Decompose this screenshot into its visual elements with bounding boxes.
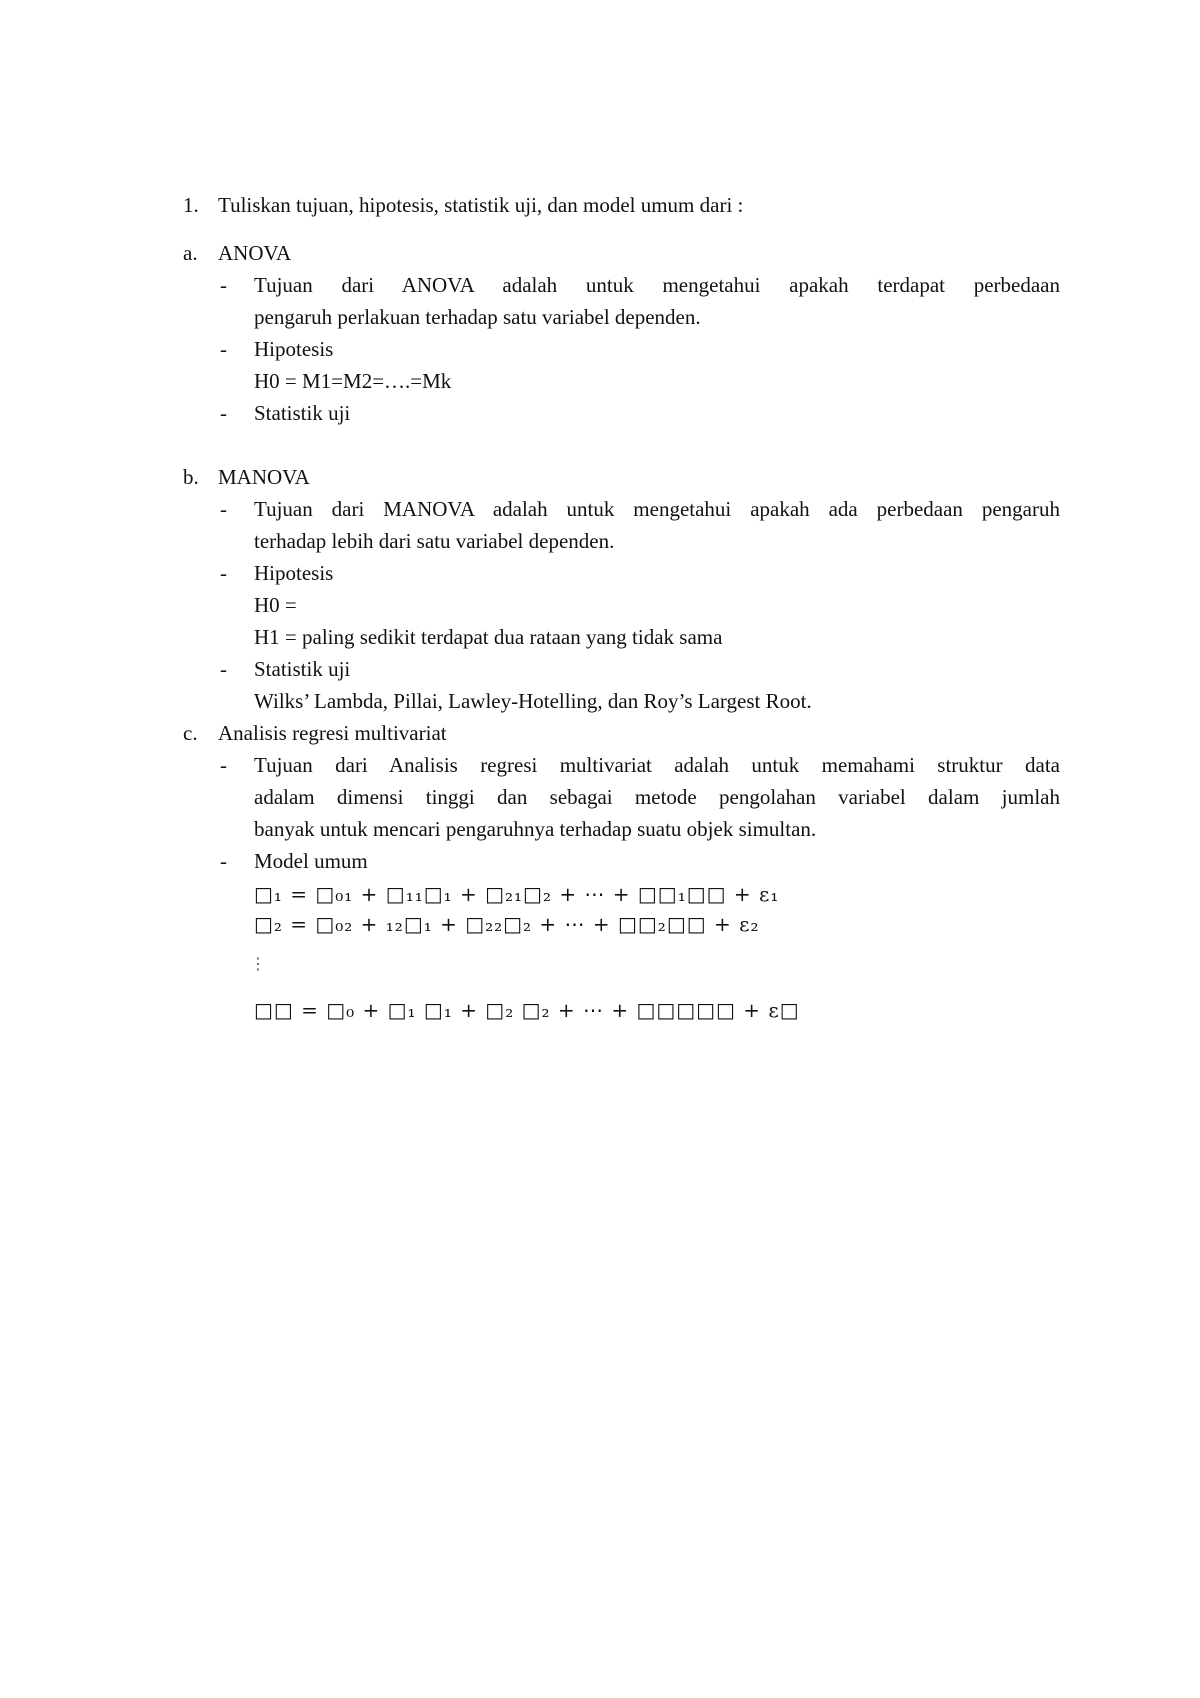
- anova-goal-line-1: Tujuan dari ANOVA adalah untuk mengetahui apakah terdapat perbedaan: [254, 273, 1060, 297]
- manova-goal-line-2: terhadap lebih dari satu variabel dependen.: [254, 529, 615, 553]
- anova-goal-line-2: pengaruh perlakuan terhadap satu variabel dependen.: [254, 305, 701, 329]
- regression-goal-line-3: banyak untuk mencari pengaruhnya terhadap suatu objek simultan.: [254, 817, 817, 841]
- bullet-dash: -: [220, 849, 227, 873]
- section-c-letter: c.: [183, 721, 198, 745]
- manova-statistic-label: Statistik uji: [254, 657, 351, 681]
- section-b-title: MANOVA: [218, 465, 310, 489]
- bullet-dash: -: [220, 401, 227, 425]
- bullet-dash: -: [220, 753, 227, 777]
- section-a-title: ANOVA: [218, 241, 292, 265]
- regression-goal-line-2: adalam dimensi tinggi dan sebagai metode pengolahan variabel dalam jumlah: [254, 785, 1060, 809]
- vertical-ellipsis: ⋮: [250, 954, 266, 973]
- bullet-dash: -: [220, 657, 227, 681]
- question-number: 1.: [183, 193, 199, 217]
- question-text: Tuliskan tujuan, hipotesis, statistik uji, dan model umum dari :: [218, 193, 744, 217]
- manova-hypothesis-h0: H0 =: [254, 593, 297, 617]
- section-c-title: Analisis regresi multivariat: [218, 721, 447, 745]
- bullet-dash: -: [220, 561, 227, 585]
- manova-hypothesis-label: Hipotesis: [254, 561, 334, 585]
- regression-equation-1: □₁ = □₀₁ + □₁₁□₁ + □₂₁□₂ + ⋯ + □□₁□□ + ε₁: [254, 882, 780, 906]
- bullet-dash: -: [220, 497, 227, 521]
- anova-hypothesis-label: Hipotesis: [254, 337, 334, 361]
- manova-statistic-list: Wilks’ Lambda, Pillai, Lawley-Hotelling, dan Roy’s Largest Root.: [254, 689, 812, 713]
- bullet-dash: -: [220, 337, 227, 361]
- regression-model-label: Model umum: [254, 849, 368, 873]
- anova-hypothesis-h0: H0 = M1=M2=….=Mk: [254, 369, 452, 393]
- section-a-letter: a.: [183, 241, 198, 265]
- section-b-letter: b.: [183, 465, 199, 489]
- regression-goal-line-1: Tujuan dari Analisis regresi multivariat adalah untuk memahami struktur data: [254, 753, 1060, 777]
- manova-goal-line-1: Tujuan dari MANOVA adalah untuk mengetahui apakah ada perbedaan pengaruh: [254, 497, 1060, 521]
- regression-equation-2: □₂ = □₀₂ + ₁₂□₁ + □₂₂□₂ + ⋯ + □□₂□□ + ε₂: [254, 912, 760, 936]
- manova-hypothesis-h1: H1 = paling sedikit terdapat dua rataan yang tidak sama: [254, 625, 723, 649]
- bullet-dash: -: [220, 273, 227, 297]
- regression-equation-n: □□ = □₀ + □₁ □₁ + □₂ □₂ + ⋯ + □□□□□ + ε□: [254, 998, 800, 1022]
- anova-statistic-label: Statistik uji: [254, 401, 351, 425]
